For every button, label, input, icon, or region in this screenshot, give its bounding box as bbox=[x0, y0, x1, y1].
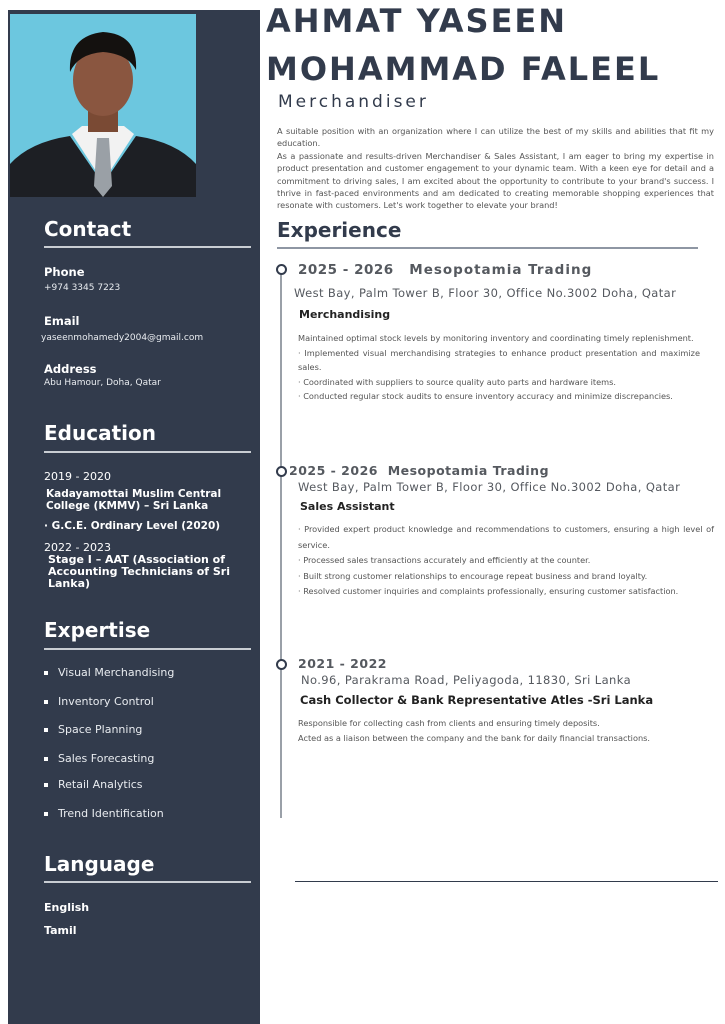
phone-label: Phone bbox=[44, 265, 85, 279]
job-title: Sales Assistant bbox=[300, 500, 395, 513]
education-heading: Education bbox=[44, 421, 156, 445]
education-years: 2019 - 2020 bbox=[44, 470, 111, 483]
expertise-heading: Expertise bbox=[44, 618, 151, 642]
language-item: English bbox=[44, 901, 90, 914]
skill-label: Trend Identification bbox=[58, 807, 164, 820]
skill-label: Inventory Control bbox=[58, 695, 154, 708]
expertise-divider bbox=[44, 648, 251, 650]
education-school: Kadayamottai Muslim Central College (KMMV) – Sri Lanka bbox=[46, 488, 222, 512]
education-school: Stage I – AAT (Association of Accounting Technicians of Sri Lanka) bbox=[48, 553, 231, 590]
job-company: Mesopotamia Trading bbox=[387, 463, 550, 478]
bullet-icon bbox=[44, 757, 48, 761]
job-location: No.96, Parakrama Road, Peliyagoda, 11830, Sri Lanka bbox=[301, 673, 632, 687]
profile-photo bbox=[10, 14, 196, 197]
skill-item bbox=[44, 723, 142, 736]
job-years: 2025 - 2026 bbox=[289, 463, 378, 478]
job-header bbox=[298, 262, 592, 278]
language-divider bbox=[44, 881, 251, 883]
skill-item bbox=[44, 695, 154, 708]
job-title: Cash Collector & Bank Representative Atles -Sri Lanka bbox=[300, 693, 654, 707]
job-description: · Provided expert product knowledge and recommendations to customers, ensuring a high level of service. · Processed sales transactions accurately and efficiently at the counter. · Built strong customer relationships to encourage repeat business and brand loyalty. · Resolved customer inquiries and complaints professionally, ensuring customer satisfaction. bbox=[298, 524, 714, 596]
skill-item bbox=[44, 807, 164, 820]
timeline-line bbox=[280, 270, 282, 818]
education-detail: · G.C.E. Ordinary Level (2020) bbox=[44, 520, 221, 532]
job-title: Merchandising bbox=[299, 308, 391, 321]
language-item: Tamil bbox=[44, 924, 77, 937]
skill-item bbox=[44, 752, 154, 765]
phone-value: +974 3345 7223 bbox=[44, 283, 121, 293]
contact-divider bbox=[44, 246, 251, 248]
person-portrait-icon bbox=[10, 14, 196, 197]
bullet-icon bbox=[44, 671, 48, 675]
job-location: West Bay, Palm Tower B, Floor 30, Office No.3002 Doha, Qatar bbox=[298, 480, 681, 494]
name-line-2: MOHAMMAD FALEEL bbox=[266, 50, 661, 88]
job-description: Maintained optimal stock levels by monitoring inventory and coordinating timely replenishment. · Implemented visual merchandising strategies to enhance product presentation and maximize sales. · Coordinated with suppliers to source quality auto parts and hardware items. · Conducted regular stock audits to ensure inventory accuracy and minimize discrepancies. bbox=[298, 333, 700, 401]
job-description: Responsible for collecting cash from clients and ensuring timely deposits. Acted as a liaison between the company and the bank for daily financial transactions. bbox=[298, 718, 651, 743]
contact-heading: Contact bbox=[44, 217, 132, 241]
job-location: West Bay, Palm Tower B, Floor 30, Office No.3002 Doha, Qatar bbox=[294, 286, 677, 300]
skill-label: Visual Merchandising bbox=[58, 666, 175, 679]
timeline-dot-icon bbox=[276, 659, 287, 670]
name-line-1: AHMAT YASEEN bbox=[266, 2, 568, 40]
timeline-dot-icon bbox=[276, 466, 287, 477]
language-heading: Language bbox=[44, 852, 155, 876]
skill-item bbox=[44, 666, 174, 679]
experience-divider bbox=[277, 247, 698, 249]
email-value[interactable]: yaseenmohamedy2004@gmail.com bbox=[41, 333, 204, 343]
job-role: Merchandiser bbox=[278, 92, 429, 112]
address-value: Abu Hamour, Doha, Qatar bbox=[44, 378, 161, 388]
timeline-dot-icon bbox=[276, 264, 287, 275]
bullet-icon bbox=[44, 728, 48, 732]
education-years: 2022 - 2023 bbox=[44, 541, 111, 554]
bullet-icon bbox=[44, 783, 48, 787]
footer-divider bbox=[295, 881, 718, 882]
job-years: 2025 - 2026 bbox=[298, 262, 394, 278]
bullet-icon bbox=[44, 700, 48, 704]
address-label: Address bbox=[44, 362, 97, 376]
job-years: 2021 - 2022 bbox=[298, 656, 387, 671]
job-header bbox=[289, 463, 549, 478]
bullet-icon bbox=[44, 812, 48, 816]
job-header bbox=[298, 656, 387, 671]
experience-heading: Experience bbox=[277, 218, 402, 242]
skill-label: Space Planning bbox=[58, 723, 143, 736]
job-company: Mesopotamia Trading bbox=[409, 262, 593, 278]
skill-item bbox=[44, 778, 143, 791]
education-divider bbox=[44, 451, 251, 453]
skill-label: Sales Forecasting bbox=[58, 752, 155, 765]
skill-label: Retail Analytics bbox=[58, 778, 143, 791]
email-label: Email bbox=[44, 314, 80, 328]
summary-text: A suitable position with an organization where I can utilize the best of my skills and abilities that fit my education. As a passionate and results-driven Merchandiser & Sales Assistant, I am eager to bring my expertise in product presentation and customer engagement to your dynamic team. With a keen eye for detail and a commitment to driving sales, I am excited about the opportunity to contribute to your brand's success. I thrive in fast-paced environments and am dedicated to creating memorable shopping experiences that resonate with customers. Let's work together to elevate your brand! bbox=[277, 126, 714, 211]
